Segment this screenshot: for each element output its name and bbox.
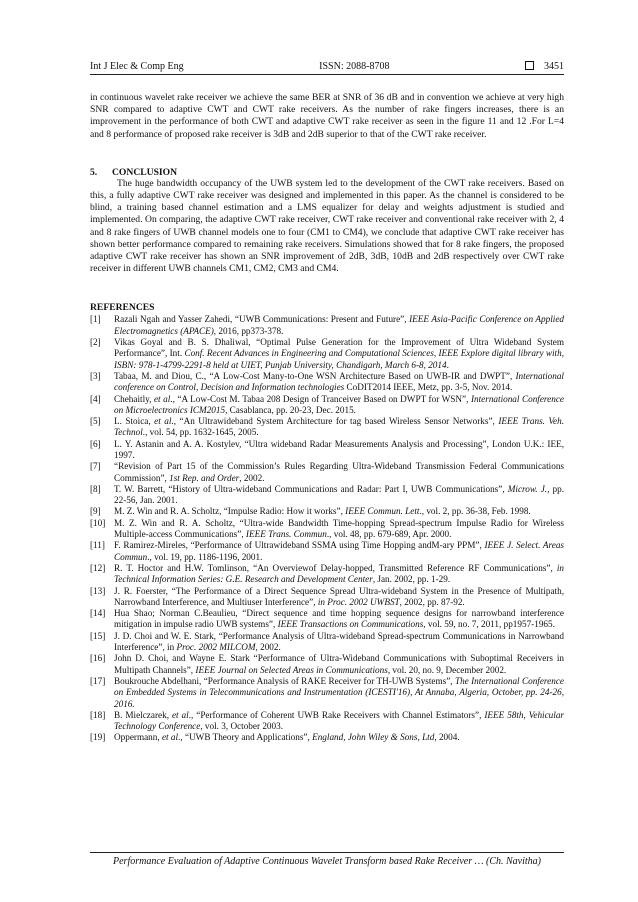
reference-segment: , 2016, pp373-378. [213,325,284,336]
reference-item [90,461,564,484]
reference-text [114,416,564,439]
reference-italic-segment: Microw. J. [507,483,548,494]
reference-item [90,439,564,462]
reference-text [114,732,564,743]
reference-italic-segment: et al [153,393,171,404]
section-title: CONCLUSION [112,166,178,178]
reference-segment: , 2002. [255,642,281,653]
reference-text [114,337,564,371]
reference-italic-segment: The International Conference on Embedded Systems in Telecommunications and Instrumentation (ICESTI'16), At Annaba, Algeria, October, pp. 24-26, 2016. [114,675,564,709]
reference-segment: , Casablanca, pp. 20-23, Dec. 2015. [225,404,356,415]
reference-text [114,563,564,586]
references-heading: REFERENCES [90,302,155,314]
reference-item [90,416,564,439]
reference-italic-segment: International conference on Control, Decision and Information technologies [114,370,564,393]
reference-segment: ., vol. 19, pp. 1186-1196, 2001. [147,551,263,562]
reference-segment: M. Z. Win and R. A. Scholtz, “Impulse Radio: How it works”, [114,506,346,517]
reference-item [90,540,564,563]
reference-text [114,484,564,507]
reference-italic-segment: et al [154,416,172,427]
reference-item [90,676,564,710]
reference-item [90,314,564,337]
reference-item [90,586,564,609]
reference-number: [8] [90,483,101,494]
reference-item [90,394,564,417]
reference-segment: ., “An Ultrawideband System Architecture for tag based Wireless Sensor Networks”, [171,416,499,427]
reference-italic-segment: Conf. Recent Advances in Engineering and Computational Sciences, IEEE Explore digital library with, ISBN: 978-1-4799-2291-8 held at UIET, Punjab University, Chandigarh, March 6-8, 2014 [114,348,564,370]
reference-text [114,506,564,517]
reference-italic-segment: in Proc. 2002 UWBST [317,596,400,607]
reference-italic-segment: International Conference on Microelectronics ICM2015 [114,393,564,415]
reference-item [90,563,564,586]
reference-number: [2] [90,337,101,348]
reference-number: [12] [90,562,106,573]
reference-text [114,710,564,733]
reference-text [114,461,564,484]
reference-segment: . [446,359,449,370]
reference-text [114,608,564,631]
reference-segment: John D. Choi, and Wayne E. Stark “Performance of Ultra-Wideband Communications with Suboptimal Receivers in Multipath Channels”, [114,653,564,675]
reference-segment: , vol. 20, no. 9, December 2002. [387,664,507,675]
reference-segment: , 2002, pp. 87-92. [399,596,465,607]
reference-segment: ., vol. 2, pp. 36-38, Feb. 1998. [419,506,531,517]
reference-italic-segment: et al [161,732,179,743]
reference-italic-segment: 1st Rep. and Order [169,472,240,483]
reference-segment: vol. 59, no. 7, 2011, pp1957-1965. [425,619,555,630]
reference-italic-segment: et al [171,709,189,720]
journal-name: Int J Elec & Comp Eng [90,61,184,72]
issn: ISSN: 2088-8708 [319,61,390,72]
reference-text [114,540,564,563]
reference-number: [13] [90,585,106,596]
reference-italic-segment: IEEE Asia-Pacific Conference on Applied Electromagnetics (APACE) [114,314,564,336]
reference-number: [14] [90,608,106,619]
reference-segment: ., “UWB Theory and Applications”, [178,732,313,743]
reference-number: [17] [90,675,106,686]
reference-text [114,518,564,541]
reference-segment: L. Stoica, [114,416,155,427]
reference-segment: Hua Shao; Norman C.Beaulieu, “Direct sequence and time hopping sequence designs for narrowband interference mitigation in impulse radio UWB systems”, [114,608,564,630]
reference-italic-segment: IEEE Transactions on Communications, [277,619,426,630]
reference-number: [1] [90,314,101,325]
reference-text [114,631,564,654]
reference-item [90,337,564,371]
intro-paragraph: in continuous wavelet rake receiver we achieve the same BER at SNR of 36 dB and in convention we achieve at very high SNR compared to adaptive CWT and CWT rake receivers. As the number of rake fingers increases, there is an improvement in the performance of both CWT and adaptive CWT rake receiver as seen in the figure 11 and 12 .For L=4 and 8 performance of proposed rake receiver is 3dB and 2dB superior to that of the CWT rake receiver. [90,92,564,140]
reference-text [114,586,564,609]
reference-item [90,371,564,394]
reference-segment: L. Y. Astanin and A. A. Kostylev, “Ultra wideband Radar Measurements Analysis and Processing”, London U.K.: IEE, 1997. [114,438,564,460]
reference-segment: B. Mielczarek, [114,709,172,720]
reference-number: [4] [90,393,101,404]
reference-segment: CoDIT2014 IEEE, Metz, pp. 3-5, Nov. 2014. [344,382,513,393]
reference-italic-segment: in Technical Information Series: G.E. Research and Development Center [114,562,564,585]
reference-segment: M. Z. Win and R. A. Scholtz, “Ultra-wide Bandwidth Time-hopping Spread-spectrum Impulse Radio for Wireless Multiple-access Communications”, [114,517,564,540]
reference-segment: ., “Performance of Coherent UWB Rake Receivers with Channel Estimators”, [188,709,485,720]
reference-item [90,506,564,517]
reference-segment: , pp. 22-56, Jan. 2001. [114,483,565,506]
page-number: 3451 [544,61,564,72]
checkbox-square-icon [525,61,534,70]
reference-segment: Boukrouche Abdelhani, “Performance Analysis of RAKE Receiver for TH-UWB Systems”, [114,675,455,686]
reference-item [90,710,564,733]
reference-segment: F. Ramirez-Mireles, “Performance of Ultrawideband SSMA using Time Hopping andM-ary PPM”, [114,540,485,551]
reference-number: [16] [90,653,106,664]
reference-italic-segment: IEEE Journal on Selected Areas in Communications [195,664,388,675]
reference-number: [19] [90,732,106,743]
reference-number: [6] [90,438,101,449]
reference-italic-segment: England, John Wiley & Sons, Ltd [312,732,435,743]
reference-segment: ., vol. 54, pp. 1632-1645, 2005. [142,427,259,438]
reference-number: [10] [90,517,106,528]
reference-italic-segment: IEEE Trans. Commun [245,529,327,540]
reference-number: [5] [90,416,101,427]
reference-text [114,439,564,462]
reference-italic-segment: IEEE Trans. Veh. Technol [114,416,564,438]
reference-number: [15] [90,630,106,641]
page-content [90,58,564,744]
reference-item [90,484,564,507]
reference-number: [18] [90,709,106,720]
reference-item [90,732,564,743]
reference-text [114,371,564,394]
reference-segment: , 2002. [239,472,265,483]
conclusion-heading [90,167,564,178]
reference-italic-segment: IEEE J. Select. Areas Commun [114,540,564,562]
reference-segment: , vol. 3, October 2003. [200,721,284,732]
reference-segment: , Jan. 2002, pp. 1-29. [372,574,451,585]
conclusion-paragraph: The huge bandwidth occupancy of the UWB system led to the development of the CWT rake receivers. Based on this, a fully adaptive CWT rake receiver was designed and implemented in this paper. As the channel is considered to be blind, a training based channel estimation and a LMS equalizer for delay and weights adjustment is studied and implemented. On comparing, the adaptive CWT rake receiver, CWT rake receiver and conventional rake receiver with 2, 4 and 8 rake fingers of UWB channel models one to four (CM1 to CM4), we conclude that adaptive CWT rake receiver has shown better performance compared to remaining rake receivers. Simulations showed that for 8 rake fingers, the proposed adaptive CWT rake receiver has shown an SNR improvement of 2dB, 3dB, 10dB and 2dB respectively over CWT rake receiver in different UWB channels CM1, CM2, CM3 and CM4. [90,177,564,275]
page-footer: Performance Evaluation of Adaptive Continuous Wavelet Transform based Rake Receiver … (Ch. Navitha) [90,852,564,867]
reference-number: [3] [90,370,101,381]
reference-list [90,314,564,743]
page-header [90,58,564,75]
reference-segment: J. R. Foerster, “The Performance of a Direct Sequence Spread Ultra-wideband System in the Presence of Multipath, Narrowband Interference, and Multiuser Interference”, [114,585,564,607]
reference-segment: J. D. Choi and W. E. Stark, “Performance Analysis of Ultra-wideband Spread-spectrum Communications in Narrowband Interference”, in [114,630,564,653]
reference-item [90,518,564,541]
reference-segment: Chehaitly, [114,393,154,404]
reference-number: [9] [90,506,101,517]
reference-segment: Razali Ngah and Yasser Zahedi, “UWB Communications: Present and Future”, [114,314,410,325]
reference-number: [11] [90,540,105,551]
reference-item [90,653,564,676]
reference-italic-segment: IEEE 58th, Vehicular Technology Conference [114,709,564,732]
reference-italic-segment: Proc. 2002 MILCOM [176,642,256,653]
reference-segment: ., “A Low-Cost M. Tabaa 208 Design of Tranceiver Based on DWPT for WSN”, [170,393,471,404]
reference-text [114,394,564,417]
section-number: 5. [90,166,98,178]
reference-segment: Tabaa, M. and Diou, C., “A Low-Cost Many-to-One WSN Architecture Based on UWB-IR and DWPT”, [114,370,516,381]
reference-text [114,676,564,710]
reference-text [114,653,564,676]
reference-segment: R. T. Hoctor and H.W. Tomlinson, “An Overviewof Delay-hopped, Transmitted Reference RF Communications”, [114,562,557,573]
reference-segment: Oppermann, [114,732,162,743]
reference-item [90,608,564,631]
reference-segment: “Revision of Part 15 of the Commission’s Rules Regarding Ultra-Wideband Transmission Federal Communications Commission”, [114,461,564,483]
reference-item [90,631,564,654]
reference-segment: , 2004. [434,732,460,743]
reference-text [114,314,564,337]
reference-segment: T. W. Barrett, “History of Ultra-wideband Communications and Radar: Part I, UWB Communications”, [114,483,508,494]
reference-segment: Vikas Goyal and B. S. Dhaliwal, “Optimal Pulse Generation for the Improvement of Ultra Wideband System Performance”, Int. [114,337,564,359]
reference-segment: ., vol. 48, pp. 679-689, Apr. 2000. [326,529,452,540]
reference-number: [7] [90,461,101,472]
reference-italic-segment: IEEE Commun. Lett [345,506,420,517]
page-number-group [525,61,564,72]
